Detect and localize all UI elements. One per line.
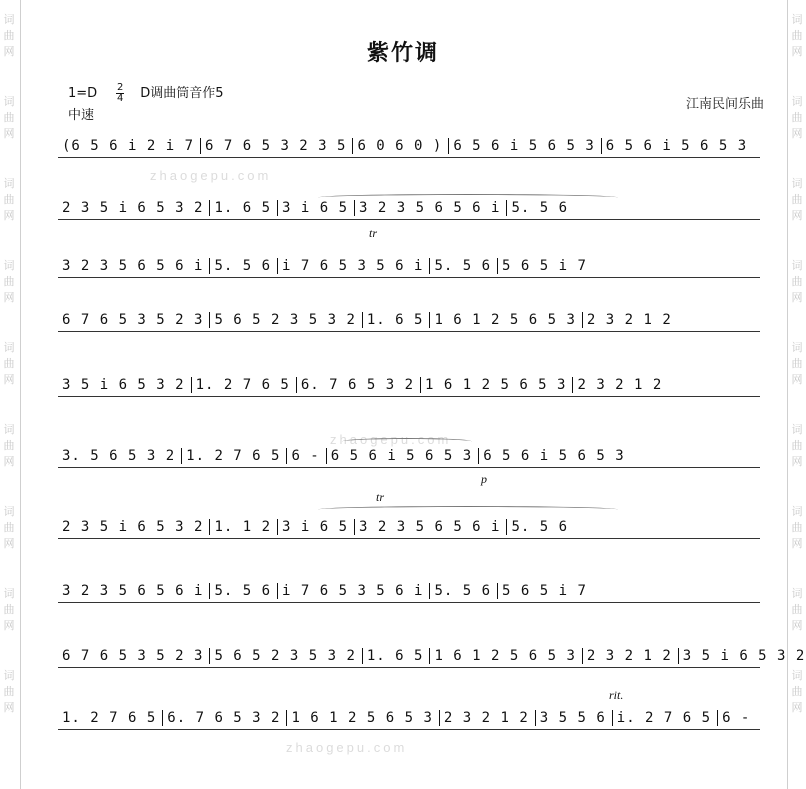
watermark-glyph: 网: [791, 127, 803, 140]
score-line: [58, 448, 760, 468]
side-watermark-right-glyphs: [791, 12, 803, 60]
watermark-glyph: 曲: [791, 111, 803, 124]
side-watermark-left-glyphs: [3, 586, 15, 634]
side-watermark-right-glyphs: [791, 340, 803, 388]
side-watermark-left-glyphs: [3, 94, 15, 142]
measure: 6 5 6 i 5 6 5 3: [449, 138, 601, 154]
measure: 6 -: [722, 710, 751, 726]
meter-top: 2: [116, 82, 124, 93]
measure: 5 6 5 2 3 5 3 2: [210, 648, 362, 664]
watermark-glyph: 词: [791, 423, 803, 436]
measure: 6 0 6 0 ): [353, 138, 449, 154]
measure: i 7 6 5 3 5 6 i: [278, 258, 430, 274]
watermark-glyph: 网: [791, 701, 803, 714]
measure: 1. 2 7 6 5: [58, 710, 163, 726]
side-watermark-right-glyphs: [791, 422, 803, 470]
side-watermark-right-glyphs: [791, 94, 803, 142]
watermark-glyph: 曲: [791, 29, 803, 42]
measure: 3 2 3 5 6 5 6 i: [58, 583, 210, 599]
measure: 5. 5 6: [511, 200, 569, 216]
measure: 2 3 2 1 2: [440, 710, 536, 726]
side-watermark-right-glyphs: [791, 668, 803, 716]
measure: 6. 7 6 5 3 2: [163, 710, 287, 726]
measure: 1. 6 5: [363, 648, 431, 664]
measure: i. 2 7 6 5: [613, 710, 718, 726]
watermark-glyph: 词: [791, 587, 803, 600]
watermark-glyph: 曲: [3, 603, 15, 616]
measure: 1. 2 7 6 5: [192, 377, 297, 393]
measure: (6 5 6 i 2 i 7: [58, 138, 201, 154]
score-line: [58, 710, 760, 730]
score-line: [58, 519, 760, 539]
trill-mark: tr: [369, 226, 378, 240]
measure: 5. 5 6: [210, 583, 278, 599]
measure: 3 5 5 6: [536, 710, 613, 726]
watermark-glyph: 曲: [791, 521, 803, 534]
side-watermark-left-glyphs: [3, 258, 15, 306]
watermark-glyph: 曲: [3, 521, 15, 534]
song-title: 紫竹调: [366, 41, 439, 66]
score-line: [58, 258, 760, 278]
measure: 3 i 6 5: [278, 200, 355, 216]
watermark-glyph: 曲: [791, 685, 803, 698]
measure: 2 3 2 1 2: [577, 377, 663, 393]
side-watermark-left-glyphs: [3, 12, 15, 60]
side-watermark-left-glyphs: [3, 422, 15, 470]
measure: 1 6 1 2 5 6 5 3: [430, 312, 582, 328]
measure: 6 5 6 i 5 6 5 3: [483, 448, 625, 464]
watermark-glyph: 曲: [791, 275, 803, 288]
watermark-glyph: 网: [3, 291, 15, 304]
measure: 6 7 6 5 3 2 3 5: [201, 138, 353, 154]
measure: 1. 6 5: [363, 312, 431, 328]
key-label: 1=D: [68, 86, 98, 101]
ritardando-mark: rit.: [609, 688, 624, 702]
watermark-glyph: 词: [3, 95, 15, 108]
measure: 6 7 6 5 3 5 2 3: [58, 648, 210, 664]
watermark-glyph: 曲: [3, 439, 15, 452]
watermark-url: zhaogepu.com: [286, 740, 408, 755]
measure: 6 5 6 i 5 6 5 3: [605, 138, 748, 154]
watermark-glyph: 曲: [3, 275, 15, 288]
slur: [318, 506, 618, 513]
side-watermark-left-glyphs: [3, 176, 15, 224]
score-line: [58, 583, 760, 603]
dynamic-piano: p: [481, 472, 487, 486]
side-watermark-left-glyphs: [3, 340, 15, 388]
measure: 1 6 1 2 5 6 5 3: [430, 648, 582, 664]
watermark-glyph: 词: [3, 587, 15, 600]
measure: 1. 1 2: [210, 519, 278, 535]
score-line: [58, 312, 760, 332]
score-line: [58, 377, 760, 397]
time-signature: [114, 83, 126, 104]
slur: [342, 438, 472, 445]
measure: 5. 5 6: [430, 258, 498, 274]
tempo-marking: 中速: [68, 108, 95, 123]
watermark-glyph: 曲: [791, 439, 803, 452]
side-watermark-right-glyphs: [791, 258, 803, 306]
watermark-glyph: 词: [3, 341, 15, 354]
watermark-glyph: 曲: [791, 357, 803, 370]
score-line: [58, 648, 806, 668]
watermark-glyph: 曲: [3, 193, 15, 206]
measure: 5 6 5 i 7: [502, 258, 587, 274]
measure: 3. 5 6 5 3 2: [58, 448, 182, 464]
measure: 3 5 i 6 5 3 2: [58, 377, 192, 393]
watermark-glyph: 网: [3, 455, 15, 468]
measure: 5 6 5 i 7: [502, 583, 587, 599]
side-watermark-left-glyphs: [3, 504, 15, 552]
measure: 2 3 5 i 6 5 3 2: [58, 519, 210, 535]
watermark-glyph: 曲: [3, 357, 15, 370]
watermark-glyph: 词: [791, 95, 803, 108]
measure: 3 i 6 5: [278, 519, 355, 535]
watermark-glyph: 网: [791, 619, 803, 632]
measure: 5. 5 6: [210, 258, 278, 274]
side-watermark-right-glyphs: [791, 586, 803, 634]
composer-credit: 江南民间乐曲: [685, 97, 764, 112]
watermark-glyph: 曲: [3, 29, 15, 42]
watermark-glyph: 网: [791, 373, 803, 386]
measure: 3 2 3 5 6 5 6 i: [355, 519, 507, 535]
meter-bottom: 4: [116, 93, 124, 104]
watermark-glyph: 词: [791, 13, 803, 26]
side-watermark-right-glyphs: [791, 504, 803, 552]
watermark-glyph: 网: [3, 373, 15, 386]
measure: 6 -: [287, 448, 326, 464]
score-line: [58, 138, 760, 158]
watermark-glyph: 词: [791, 669, 803, 682]
measure: 2 3 2 1 2: [586, 312, 672, 328]
instrument-tuning: D调曲筒音作5: [140, 86, 224, 101]
watermark-glyph: 词: [3, 669, 15, 682]
score-line: [58, 200, 760, 220]
side-watermark-left-glyphs: [3, 668, 15, 716]
measure: 1. 2 7 6 5: [182, 448, 287, 464]
measure: 5 6 5 2 3 5 3 2: [210, 312, 362, 328]
key-signature: [68, 82, 224, 104]
watermark-glyph: 曲: [3, 685, 15, 698]
watermark-glyph: 词: [3, 259, 15, 272]
measure: 3 2 3 5 6 5 6 i: [355, 200, 507, 216]
watermark-glyph: 网: [791, 291, 803, 304]
measure: 3 2 3 5 6 5 6 i: [58, 258, 210, 274]
measure: 1. 6 5: [210, 200, 278, 216]
watermark-glyph: 词: [3, 423, 15, 436]
measure: 6. 7 6 5 3 2: [297, 377, 421, 393]
watermark-glyph: 词: [791, 505, 803, 518]
measure: 6 5 6 i 5 6 5 3: [327, 448, 479, 464]
slur: [318, 194, 618, 201]
measure: 3 5 i 6 5 3 2: [682, 648, 806, 664]
watermark-glyph: 词: [3, 13, 15, 26]
side-watermark-right-glyphs: [791, 176, 803, 224]
watermark-glyph: 词: [791, 259, 803, 272]
measure: 1 6 1 2 5 6 5 3: [421, 377, 573, 393]
watermark-glyph: 曲: [3, 111, 15, 124]
watermark-glyph: 网: [3, 127, 15, 140]
watermark-glyph: 网: [3, 701, 15, 714]
watermark-glyph: 网: [791, 455, 803, 468]
watermark-url: zhaogepu.com: [150, 168, 272, 183]
measure: 2 3 5 i 6 5 3 2: [58, 200, 210, 216]
watermark-glyph: 词: [3, 505, 15, 518]
watermark-glyph: 网: [791, 45, 803, 58]
measure: 2 3 2 1 2: [583, 648, 679, 664]
watermark-glyph: 词: [3, 177, 15, 190]
measure: 5. 5 6: [430, 583, 498, 599]
watermark-glyph: 网: [791, 537, 803, 550]
watermark-glyph: 网: [791, 209, 803, 222]
watermark-glyph: 网: [3, 619, 15, 632]
watermark-glyph: 网: [3, 209, 15, 222]
watermark-glyph: 词: [791, 177, 803, 190]
watermark-glyph: 曲: [791, 603, 803, 616]
measure: 5. 5 6: [511, 519, 569, 535]
watermark-glyph: 网: [3, 45, 15, 58]
measure: 6 7 6 5 3 5 2 3: [58, 312, 210, 328]
watermark-glyph: 词: [791, 341, 803, 354]
measure: i 7 6 5 3 5 6 i: [278, 583, 430, 599]
measure: 1 6 1 2 5 6 5 3: [287, 710, 439, 726]
watermark-glyph: 曲: [791, 193, 803, 206]
watermark-url: zhaogepu.com: [330, 432, 452, 447]
watermark-glyph: 网: [3, 537, 15, 550]
trill-mark: tr: [376, 490, 385, 504]
